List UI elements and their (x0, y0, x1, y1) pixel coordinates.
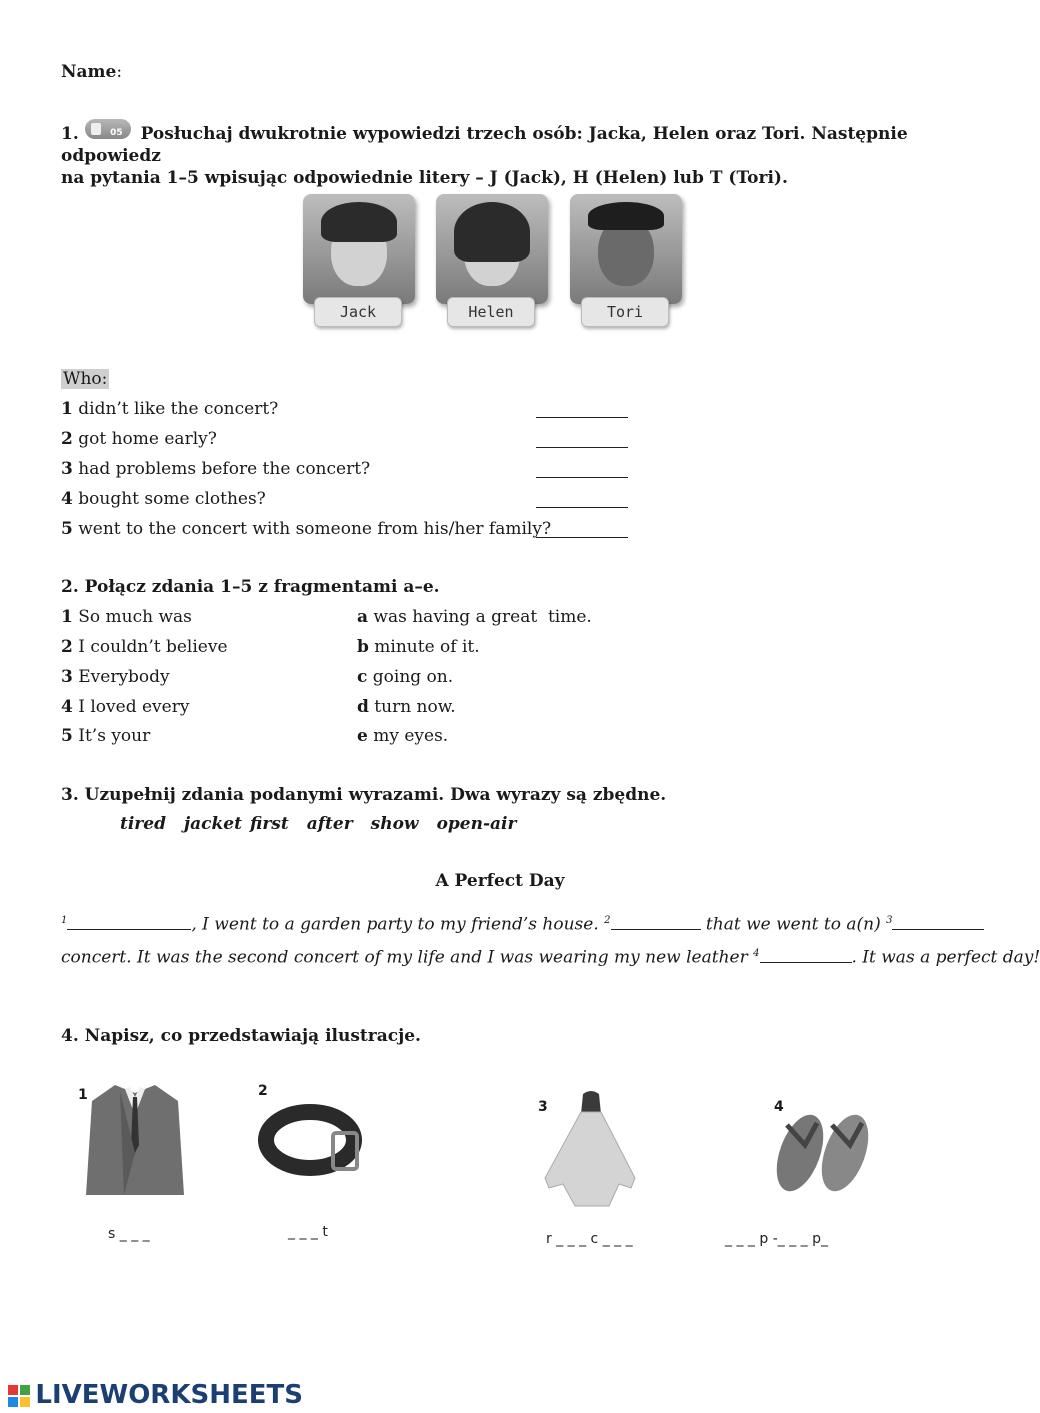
question-2: 2 got home early? (61, 429, 217, 449)
question-5: 5 went to the concert with someone from his/her family? (61, 519, 552, 539)
word-jacket: jacket (183, 814, 242, 834)
answer-blank-2[interactable] (536, 433, 628, 448)
ex1-instruction (61, 123, 941, 189)
label-jack: Jack (314, 297, 402, 327)
raincoat-poncho-image (535, 1088, 645, 1213)
word-tired: tired (120, 814, 166, 834)
question-3: 3 had problems before the concert? (61, 459, 371, 479)
answer-blank-3[interactable] (536, 463, 628, 478)
ex2-left-5: 5 It’s your (61, 726, 151, 746)
belt-image (255, 1095, 370, 1195)
label-helen: Helen (447, 297, 535, 327)
ex2-left-4: 4 I loved every (61, 697, 190, 717)
pic-number-4: 4 (774, 1099, 784, 1115)
ex2-right-a: a was having a great time. (357, 607, 592, 627)
story-line-2: concert. It was the second concert of my life and I was wearing my new leather $^4$ . It was a perfect day! (61, 947, 1040, 968)
ex2-right-d: d turn now. (357, 697, 456, 717)
people-photos (300, 190, 700, 335)
answer-blank-5[interactable] (536, 523, 628, 538)
question-4: 4 bought some clothes? (61, 489, 266, 509)
pic-hint-3: r _ _ _ c _ _ _ (546, 1231, 633, 1247)
ex2-left-1: 1 So much was (61, 607, 192, 627)
word-after: after (306, 814, 353, 834)
label-tori: Tori (581, 297, 669, 327)
name-colon: : (116, 62, 123, 82)
ex1-instruction-line1: Posłuchaj dwukrotnie wypowiedzi trzech osób: Jacka, Helen oraz Tori. Następnie odpowiedz (61, 124, 908, 166)
pic-number-2: 2 (258, 1083, 268, 1099)
ex1-instruction-line2: na pytania 1–5 wpisując odpowiednie litery – J (Jack), H (Helen) lub T (Tori). (61, 168, 788, 188)
name-label: Name (61, 62, 117, 82)
ex4-title: 4. Napisz, co przedstawiają ilustracje. (61, 1026, 421, 1046)
ex2-right-b: b minute of it. (357, 637, 480, 657)
suit-jacket-image (80, 1075, 190, 1205)
ex3-title: 3. Uzupełnij zdania podanymi wyrazami. Dwa wyrazy są zbędne. (61, 785, 667, 805)
pic-hint-2: _ _ _ t (288, 1224, 328, 1240)
answer-blank-1[interactable] (536, 403, 628, 418)
logo-icon (8, 1385, 30, 1407)
story-line-1: $^1$ , I went to a garden party to my friend’s house. $^2$ that we went to a(n) $^3$ (61, 904, 941, 942)
ex2-right-c: c going on. (357, 667, 454, 687)
word-open-air: open-air (436, 814, 517, 834)
ex2-left-2: 2 I couldn’t believe (61, 637, 228, 657)
name-line (61, 62, 122, 82)
story-title: A Perfect Day (435, 871, 565, 891)
audio-track-number: 05 (110, 127, 123, 138)
photo-helen (436, 194, 548, 304)
story-blank-1[interactable] (67, 915, 191, 930)
photo-jack (303, 194, 415, 304)
ex2-title: 2. Połącz zdania 1–5 z fragmentami a–e. (61, 577, 440, 597)
word-bank (120, 814, 534, 834)
ex1-number: 1. (61, 124, 79, 144)
pic-hint-1: s _ _ _ (108, 1226, 150, 1242)
who-label: Who: (63, 369, 108, 389)
ex2-left-3: 3 Everybody (61, 667, 170, 687)
photo-tori (570, 194, 682, 304)
pic-number-3: 3 (538, 1099, 548, 1115)
answer-blank-4[interactable] (536, 493, 628, 508)
pic-number-1: 1 (78, 1087, 88, 1103)
logo-text: LIVEWORKSHEETS (35, 1380, 303, 1410)
ex2-right-e: e my eyes. (357, 726, 449, 746)
question-1: 1 didn’t like the concert? (61, 399, 279, 419)
audio-play-icon[interactable] (85, 119, 131, 139)
word-show: show (370, 814, 419, 834)
pic-hint-4: _ _ _ p -_ _ _ p_ (725, 1231, 828, 1247)
story-blank-4[interactable] (760, 948, 852, 963)
story-blank-3[interactable] (892, 915, 984, 930)
liveworksheets-logo[interactable] (8, 1380, 303, 1410)
story-blank-2[interactable] (611, 915, 701, 930)
flip-flops-image (765, 1105, 885, 1200)
word-first: first (249, 814, 289, 834)
